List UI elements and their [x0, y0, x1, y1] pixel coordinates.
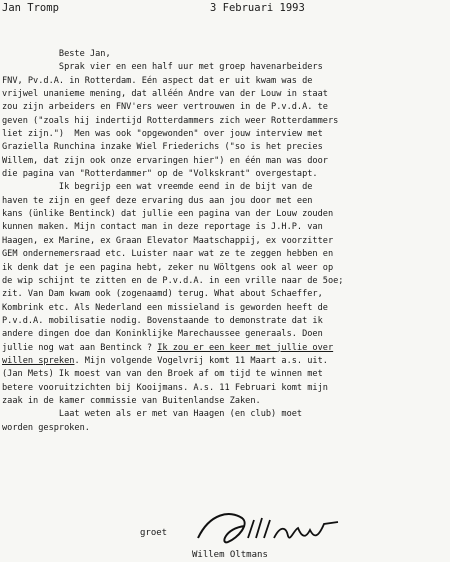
- letter-line: (Jan Mets) Ik moest van van den Broek af om tijd te winnen met: [2, 369, 323, 380]
- letter-body: [2, 48, 446, 435]
- letter-line: haven te zijn en geef deze ervaring dus aan jou door met een: [2, 195, 313, 206]
- letter-line: [2, 355, 446, 368]
- letter-line: ik denk dat je een pagina hebt, zeker nu Wöltgens ook al weer op: [2, 262, 334, 273]
- sender-name: Jan Tromp: [2, 2, 59, 14]
- letter-line: Laat weten als er met van Haagen (en club) moet: [2, 409, 303, 420]
- letter-line: Sprak vier en een half uur met groep havenarbeiders: [2, 62, 323, 73]
- letter-line: FNV, Pv.d.A. in Rotterdam. Eén aspect dat er uit kwam was de: [2, 75, 313, 86]
- signer-name: Willem Oltmans: [192, 550, 268, 560]
- underlined-text: willen spreken: [2, 355, 75, 366]
- letter-line: liet zijn.") Men was ook "opgewonden" over jouw interview met: [2, 129, 323, 140]
- letter-line: Kombrink etc. Als Nederland een missieland is geworden heeft de: [2, 302, 328, 313]
- letter-line: de wip schijnt te zitten en de P.v.d.A. in een vrille naar de 5oe;: [2, 275, 344, 286]
- handwritten-signature: [190, 508, 350, 550]
- letter-line: kunnen maken. Mijn contact man in deze reportage is J.H.P. van: [2, 222, 323, 233]
- letter-line: Ik begrijp een wat vreemde eend in de bijt van de: [2, 182, 313, 193]
- letter-line: worden gesproken.: [2, 422, 90, 433]
- letter-date: 3 Februari 1993: [210, 2, 305, 14]
- closing-greeting: groet: [140, 528, 168, 538]
- line-text: . Mijn volgende Vogelvrij komt 11 Maart a.s. uit.: [74, 355, 328, 366]
- letter-line: zaak in de kamer commissie van Buitenlandse Zaken.: [2, 395, 261, 406]
- letter-line: zou zijn arbeiders en FNV'ers weer vertrouwen in de P.v.d.A. te: [2, 102, 328, 113]
- letter-line: die pagina van "Rotterdammer" op de "Volkskrant" overgestapt.: [2, 169, 318, 180]
- letter-line: P.v.d.A. mobilisatie nodig. Bovenstaande to demonstrate dat ik: [2, 315, 323, 326]
- letter-line: Haagen, ex Marine, ex Graan Elevator Maatschappij, ex voorzitter: [2, 235, 334, 246]
- letter-line: vrijwel unanieme mening, dat alléén Andre van der Louw in staat: [2, 89, 328, 100]
- underlined-text: Ik zou er een keer met jullie over: [157, 342, 334, 353]
- letter-line: zit. Van Dam kwam ook (zogenaamd) terug. What about Schaeffer,: [2, 289, 323, 300]
- letter-line: geven ("zoals hij indertijd Rotterdammers zich weer Rotterdammers: [2, 115, 339, 126]
- letter-line: Beste Jan,: [2, 49, 111, 59]
- letter-line: Willem, dat zijn ook onze ervaringen hier") en één man was door: [2, 155, 328, 166]
- letter-line: andere dingen doe dan Koninklijke Marechaussee generaals. Doen: [2, 329, 323, 340]
- letter-line: Graziella Runchina inzake Wiel Friederichs ("so is het precies: [2, 142, 323, 153]
- letter-line: kans (ünlike Bentinck) dat jullie een pagina van der Louw zouden: [2, 209, 334, 220]
- line-text: jullie nog wat aan Bentinck ?: [2, 342, 158, 353]
- letter-line: betere vooruitzichten bij Kooijmans. A.s. 11 Februari komt mijn: [2, 382, 328, 393]
- letter-line: [2, 342, 446, 355]
- letter-line: GEM ondernemersraad etc. Luister naar wat ze te zeggen hebben en: [2, 249, 334, 260]
